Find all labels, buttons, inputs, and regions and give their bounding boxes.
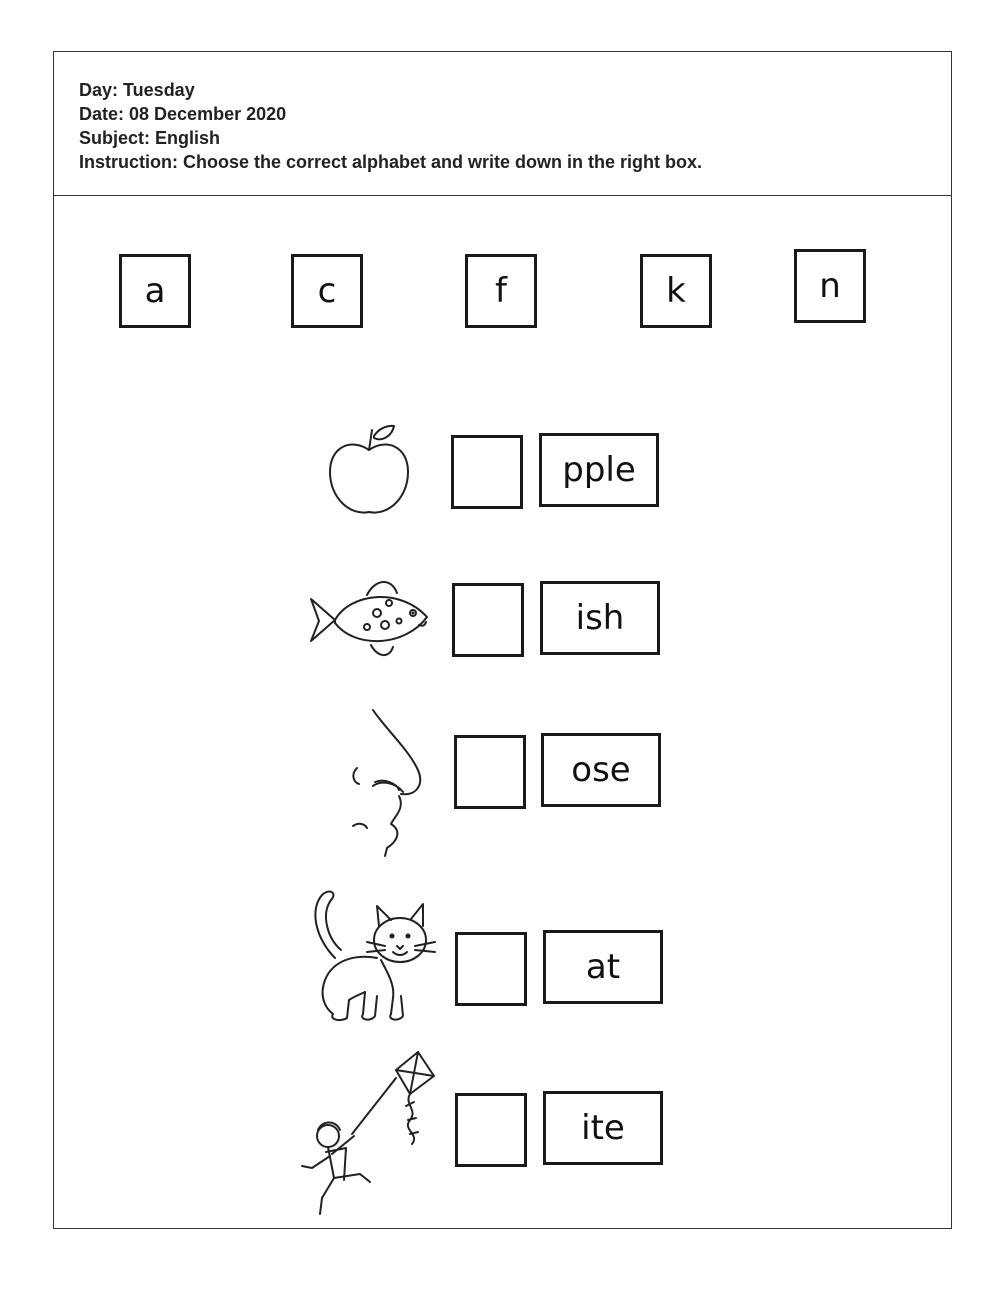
word-ending-nose: ose (541, 733, 661, 807)
word-ending-fish: ish (540, 581, 660, 655)
subject-text: Subject: English (79, 128, 221, 148)
word-ending-apple: pple (539, 433, 659, 507)
word-ending-cat: at (543, 930, 663, 1004)
answer-box-cat[interactable] (455, 932, 527, 1006)
word-ending-kite: ite (543, 1091, 663, 1165)
answer-box-nose[interactable] (454, 735, 526, 809)
cat-icon (305, 888, 440, 1033)
answer-box-kite[interactable] (455, 1093, 527, 1167)
nose-icon (345, 708, 435, 863)
letter-choice-a: a (119, 254, 191, 328)
worksheet-header (79, 78, 702, 174)
date-text: Date: 08 December 2020 (79, 104, 287, 124)
letter-choice-c: c (291, 254, 363, 328)
letter-choice-k: k (640, 254, 712, 328)
kite-icon (298, 1048, 438, 1225)
header-divider (54, 195, 951, 196)
answer-box-apple[interactable] (451, 435, 523, 509)
instruction-text: Instruction: Choose the correct alphabet and write down in the right box. (79, 152, 703, 172)
letter-choice-n: n (794, 249, 866, 323)
apple-icon (322, 420, 417, 525)
letter-choice-f: f (465, 254, 537, 328)
day-text: Day: Tuesday (79, 80, 195, 100)
fish-icon (305, 575, 435, 670)
answer-box-fish[interactable] (452, 583, 524, 657)
